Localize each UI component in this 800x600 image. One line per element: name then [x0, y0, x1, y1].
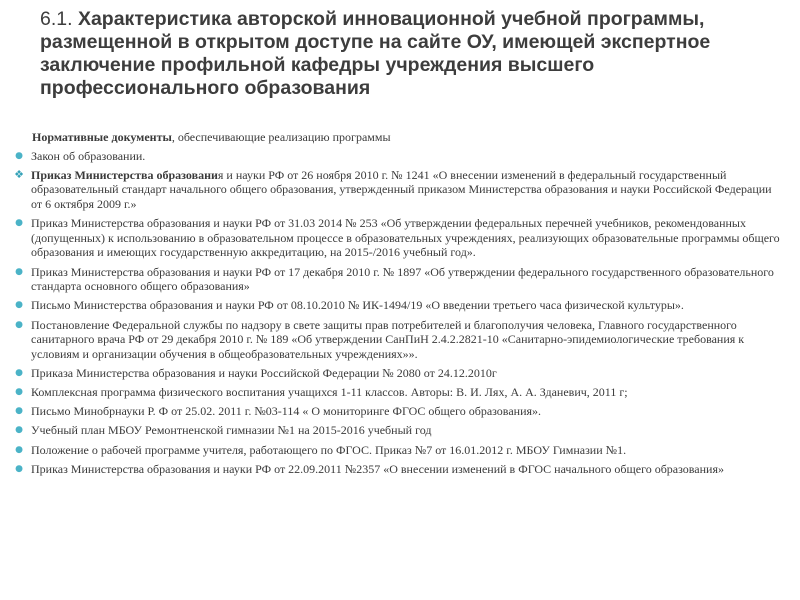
- dot-bullet-icon: ●: [15, 406, 23, 417]
- title-text: Характеристика авторской инновационной учебной программы, размещенной в открытом доступе на сайте ОУ, имеющей экспертное заключение профильной кафедры учреждения высшего профессионального образования: [40, 8, 711, 99]
- list-item: [12, 385, 782, 400]
- list-item-text: я и науки РФ от 26 ноября 2010 г. № 1241 «О внесении изменений в федеральный государственный образовательный стандарт начального общего образования, утвержденный приказом Министерства образования и науки Российской Федерации от 6 октября 2009 г.»: [31, 167, 772, 211]
- list-item: [12, 318, 782, 362]
- dot-bullet-icon: ●: [15, 444, 23, 455]
- dot-bullet-icon: ●: [15, 150, 23, 161]
- dot-bullet-icon: ●: [15, 387, 23, 398]
- list-item-text: Приказа Министерства образования и науки Российской Федерации № 2080 от 24.12.2010г: [31, 365, 497, 380]
- list-item: [12, 298, 782, 313]
- dot-bullet-icon: ●: [15, 266, 23, 277]
- subheading-rest: , обеспечивающие реализацию программы: [171, 130, 391, 144]
- list-item-text: Приказ Министерства образования и науки РФ от 17 декабря 2010 г. № 1897 «Об утверждении федерального государственного образовательного стандарта основного общего образования»: [31, 264, 774, 294]
- list-item: [12, 149, 782, 164]
- list-item: [12, 168, 782, 212]
- list-item: [12, 366, 782, 381]
- list-item-text: Комплексная программа физического воспитания учащихся 1-11 классов. Авторы: В. И. Лях, А. А. Зданевич, 2011 г;: [31, 385, 628, 400]
- document-list: [12, 149, 782, 477]
- dot-bullet-icon: ●: [15, 367, 23, 378]
- title-number: 6.1.: [40, 8, 73, 30]
- list-item: [12, 423, 782, 438]
- list-item: [12, 443, 782, 458]
- list-item-text: Постановление Федеральной службы по надзору в свете защиты прав потребителей и благополучия человека, Главного государственного санитарного врача РФ от 29 декабря 2010 г. № 189 «Об утверждении СанПиН 2.4.2.2821-10 «Санитарно-эпидемиологические требования к условиям и организации обучения в общеобразовательных учреждениях»».: [31, 317, 745, 361]
- dot-bullet-icon: ●: [15, 300, 23, 311]
- list-item: [12, 462, 782, 477]
- diamond-bullet-icon: ❖: [14, 167, 24, 181]
- list-item-text: Письмо Минобрнауки Р. Ф от 25.02. 2011 г. №03-114 « О мониторинге ФГОС общего образования».: [31, 404, 542, 419]
- list-item: [12, 216, 782, 260]
- content-area: [12, 130, 782, 481]
- list-item: [12, 265, 782, 294]
- dot-bullet-icon: ●: [15, 463, 23, 474]
- list-item-bold-text: Приказ Министерства образовани: [31, 167, 218, 182]
- list-item-text: Учебный план МБОУ Ремонтненской гимназии №1 на 2015-2016 учебный год: [31, 423, 432, 438]
- subheading-bold: Нормативные документы: [32, 130, 172, 144]
- dot-bullet-icon: ●: [15, 319, 23, 330]
- list-item-text: Закон об образовании.: [31, 148, 146, 163]
- list-item-text: Положение о рабочей программе учителя, работающего по ФГОС. Приказ №7 от 16.01.2012 г. МБОУ Гимназии №1.: [31, 442, 627, 457]
- normative-docs-heading: [32, 130, 782, 145]
- list-item: [12, 404, 782, 419]
- list-item-text: Приказ Министерства образования и науки РФ от 22.09.2011 №2357 «О внесении изменений в ФГОС начального общего образования»: [31, 461, 724, 476]
- slide-title: [40, 8, 780, 100]
- dot-bullet-icon: ●: [15, 218, 23, 229]
- list-item-text: Приказ Министерства образования и науки РФ от 31.03 2014 № 253 «Об утверждении федеральных перечней учебников, рекомендованных (допущенных) к использованию в образовательном процессе в образовательных учреждениях, реализующих образовательные программы общего образования и имеющих государственную аккредитацию, на 2015-/2016 учебный год».: [31, 216, 780, 260]
- dot-bullet-icon: ●: [15, 425, 23, 436]
- list-item-text: Письмо Министерства образования и науки РФ от 08.10.2010 № ИК-1494/19 «О введении третьего часа физической культуры».: [31, 298, 684, 313]
